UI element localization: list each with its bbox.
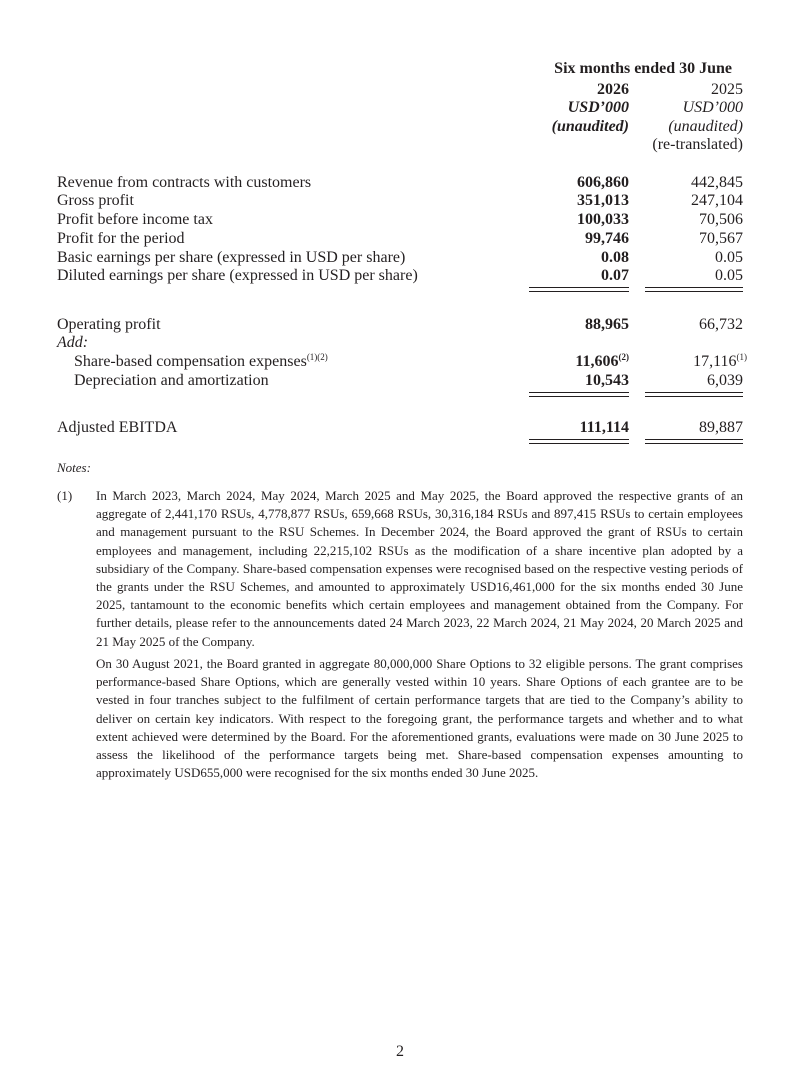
value-2025: 442,845 <box>691 174 743 191</box>
value-2026: 99,746 <box>585 230 629 247</box>
double-rule <box>529 392 629 397</box>
period-title: Six months ended 30 June <box>554 60 732 77</box>
footnote-ref: (1) <box>736 352 747 362</box>
double-rule <box>529 287 629 292</box>
col-2026-year: 2026 <box>597 81 629 98</box>
value-2025: 70,506 <box>699 211 743 228</box>
note-number: (1) <box>57 488 73 503</box>
col-2025-unit: USD’000 <box>682 99 743 116</box>
row-label: Adjusted EBITDA <box>57 419 178 436</box>
value-2026: 111,114 <box>579 419 629 436</box>
row-label: Basic earnings per share (expressed in USD per share) <box>57 249 406 266</box>
row-label: Gross profit <box>57 192 134 209</box>
double-rule <box>645 287 743 292</box>
value-2025: 66,732 <box>699 316 743 333</box>
value-2025: 89,887 <box>699 419 743 436</box>
value-2025: 0.05 <box>715 249 743 266</box>
row-label: Profit for the period <box>57 230 185 247</box>
value-2026: 11,606$^{(2)}$ <box>575 352 629 370</box>
footnote-ref: (2) <box>618 352 629 362</box>
table-row <box>0 418 800 438</box>
value-2026: 606,860 <box>577 174 629 191</box>
page-number: 2 <box>396 1043 404 1060</box>
double-rule <box>645 392 743 397</box>
value-2025: 6,039 <box>707 372 743 389</box>
table-row <box>0 333 800 353</box>
value-2025: 70,567 <box>699 230 743 247</box>
col-2026-status: (unaudited) <box>551 118 629 135</box>
row-label: Share-based compensation expenses$^{(1)(2)}$ <box>74 352 328 370</box>
note-paragraph: On 30 August 2021, the Board granted in aggregate 80,000,000 Share Options to 32 eligible persons. The grant comprises performance-based Share Options, which are generally vested within 10 years. Share Options of each grantee are to be vested in four tranches subject to the fulfilment of certain performance targets that are tied to the Company’s ability to deliver on certain key indicators. With respect to the foregoing grant, the performance targets and whether and to what extent achieved were determined by the Board. For the aforementioned grants, evaluations were made on 30 June 2025 to assess the likelihood of the performance targets being met. Share-based compensation expenses amounting to approximately USD655,000 were recognised for the six months ended 30 June 2025. <box>96 656 743 781</box>
col-2025-year: 2025 <box>711 81 743 98</box>
row-label: Operating profit <box>57 316 161 333</box>
row-label: Depreciation and amortization <box>74 372 269 389</box>
notes-title: Notes: <box>57 460 91 475</box>
footnote-ref: (1)(2) <box>306 352 328 362</box>
row-label: Profit before income tax <box>57 211 213 228</box>
table-row <box>0 371 800 391</box>
double-rule <box>645 439 743 444</box>
row-label: Diluted earnings per share (expressed in USD per share) <box>57 267 418 284</box>
value-2025: 0.05 <box>715 267 743 284</box>
table-row <box>0 315 800 335</box>
value-2026: 10,543 <box>585 372 629 389</box>
value-2025: 247,104 <box>691 192 743 209</box>
row-label: Revenue from contracts with customers <box>57 174 312 191</box>
value-2026: 100,033 <box>577 211 629 228</box>
add-label: Add: <box>57 334 89 351</box>
col-2025-note: (re-translated) <box>652 136 743 153</box>
table-row <box>0 229 800 249</box>
table-row <box>0 191 800 211</box>
table-row <box>0 173 800 193</box>
value-2026: 0.08 <box>601 249 629 266</box>
table-row <box>0 248 800 268</box>
col-2025-status: (unaudited) <box>668 118 743 135</box>
col-2026-unit: USD’000 <box>567 99 629 116</box>
value-2026: 351,013 <box>577 192 629 209</box>
value-2026: 88,965 <box>585 316 629 333</box>
table-row <box>0 266 800 286</box>
value-2025: 17,116$^{(1)}$ <box>693 352 747 370</box>
note-paragraph: In March 2023, March 2024, May 2024, March 2025 and May 2025, the Board approved the respective grants of an aggregate of 2,441,170 RSUs, 4,778,877 RSUs, 659,668 RSUs, 30,316,184 RSUs and 897,415 RSUs to certain employees and management pursuant to the RSU Schemes. In December 2024, the Board approved the grant of RSUs to certain employees and management, including 22,215,102 RSUs as the modification of a share incentive plan adopted by a subsidiary of the Company. Share-based compensation expenses were recognised based on the respective vesting periods of the grants under the RSU Schemes, and amounted to approximately USD16,461,000 for the six months ended 30 June 2025, tantamount to the economic benefits which certain employees and management obtained from the Company. For further details, please refer to the announcements dated 24 March 2023, 22 March 2024, 21 May 2024, 20 March 2025 and 21 May 2025 of the Company. <box>96 488 743 649</box>
table-row <box>0 210 800 230</box>
table-row <box>0 352 800 372</box>
double-rule <box>529 439 629 444</box>
value-2026: 0.07 <box>601 267 629 284</box>
